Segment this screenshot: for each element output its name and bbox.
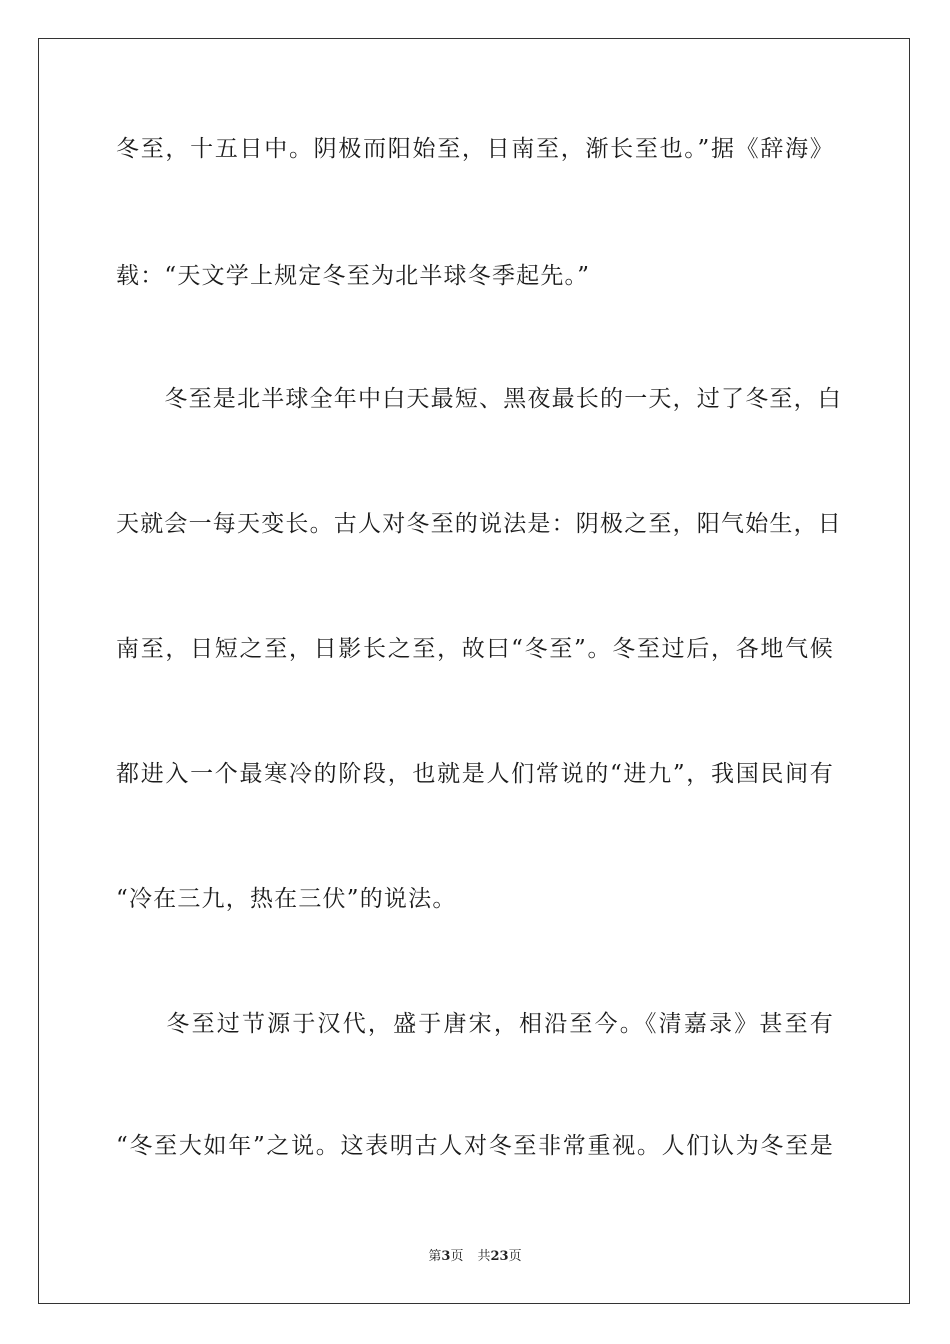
footer-page-number: 3 xyxy=(441,1249,451,1264)
footer-page-suffix: 页 xyxy=(450,1249,464,1264)
footer-page-prefix: 第 xyxy=(428,1249,442,1264)
footer-total-suffix: 页 xyxy=(508,1249,522,1264)
page-border xyxy=(38,38,910,1304)
footer-total-prefix: 共 xyxy=(477,1249,491,1264)
text-line-8: 冬至过节源于汉代，盛于唐宋，相沿至今。《清嘉录》甚至有 xyxy=(116,1011,834,1037)
text-line-3: 冬至是北半球全年中白天最短、黑夜最长的一天，过了冬至，白 xyxy=(116,386,842,412)
text-line-6: 都进入一个最寒冷的阶段，也就是人们常说的“进九”，我国民间有 xyxy=(116,761,834,787)
footer-total-pages: 23 xyxy=(490,1249,509,1264)
text-line-9: “冬至大如年”之说。这表明古人对冬至非常重视。人们认为冬至是 xyxy=(116,1133,834,1159)
text-line-1: 冬至，十五日中。阴极而阳始至，日南至，渐长至也。”据《辞海》 xyxy=(116,136,834,162)
text-line-5: 南至，日短之至，日影长之至，故曰“冬至”。冬至过后，各地气候 xyxy=(116,636,834,662)
text-line-4: 天就会一每天变长。古人对冬至的说法是：阴极之至，阳气始生，日 xyxy=(116,511,842,537)
text-line-2: 载：“天文学上规定冬至为北半球冬季起先。” xyxy=(116,263,591,289)
text-line-7: “冷在三九，热在三伏”的说法。 xyxy=(116,886,457,912)
page-footer xyxy=(0,1248,950,1266)
